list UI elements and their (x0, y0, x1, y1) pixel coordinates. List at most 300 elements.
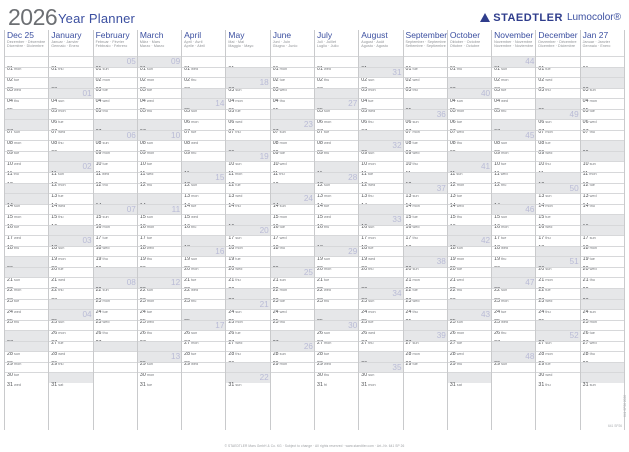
day-cell[interactable] (315, 88, 358, 99)
day-cell[interactable] (271, 140, 314, 157)
day-cell[interactable] (448, 235, 491, 252)
day-cell[interactable] (5, 362, 48, 378)
day-cell[interactable] (49, 351, 92, 368)
day-cell[interactable] (138, 193, 181, 204)
day-cell[interactable] (536, 56, 579, 72)
day-cell[interactable] (182, 372, 225, 383)
day-cell[interactable] (138, 161, 181, 178)
day-cell[interactable] (448, 246, 491, 262)
day-cell[interactable] (404, 140, 447, 157)
day-cell[interactable] (492, 109, 535, 120)
day-cell[interactable] (359, 109, 402, 125)
day-cell[interactable] (359, 309, 402, 326)
day-cell[interactable] (581, 151, 624, 167)
day-cell[interactable] (94, 351, 137, 362)
day-cell[interactable] (49, 341, 92, 357)
day-cell[interactable] (359, 372, 402, 389)
day-cell[interactable] (94, 277, 137, 294)
day-cell[interactable] (5, 140, 48, 157)
day-cell[interactable] (49, 225, 92, 236)
day-cell[interactable] (271, 161, 314, 178)
day-cell[interactable] (49, 130, 92, 146)
day-cell[interactable] (581, 214, 624, 225)
day-cell[interactable] (138, 277, 181, 294)
day-cell[interactable] (492, 277, 535, 294)
day-cell[interactable] (448, 288, 491, 299)
day-cell[interactable] (49, 235, 92, 252)
day-cell[interactable] (581, 309, 624, 326)
day-cell[interactable] (581, 98, 624, 115)
day-cell[interactable] (138, 67, 181, 83)
day-cell[interactable] (138, 267, 181, 278)
day-cell[interactable] (226, 77, 269, 94)
day-cell[interactable] (359, 88, 402, 104)
day-cell[interactable] (226, 351, 269, 362)
day-cell[interactable] (359, 130, 402, 141)
day-cell[interactable] (492, 161, 535, 178)
day-cell[interactable] (581, 109, 624, 125)
day-cell[interactable] (581, 277, 624, 288)
day-cell[interactable] (536, 109, 579, 125)
day-cell[interactable] (94, 172, 137, 189)
day-cell[interactable] (581, 183, 624, 199)
day-cell[interactable] (536, 183, 579, 199)
day-cell[interactable] (226, 161, 269, 178)
day-cell[interactable] (315, 67, 358, 83)
day-cell[interactable] (448, 341, 491, 357)
day-cell[interactable] (448, 214, 491, 225)
day-cell[interactable] (448, 320, 491, 336)
day-cell[interactable] (359, 235, 402, 252)
day-cell[interactable] (94, 161, 137, 178)
day-cell[interactable] (359, 288, 402, 305)
day-cell[interactable] (536, 341, 579, 357)
day-cell[interactable] (271, 183, 314, 194)
day-cell[interactable] (271, 246, 314, 257)
day-cell[interactable] (492, 119, 535, 130)
day-cell[interactable] (94, 256, 137, 267)
day-cell[interactable] (404, 372, 447, 383)
day-cell[interactable] (49, 214, 92, 225)
day-cell[interactable] (404, 235, 447, 246)
day-cell[interactable] (5, 161, 48, 178)
day-cell[interactable] (226, 98, 269, 115)
day-cell[interactable] (492, 320, 535, 336)
day-cell[interactable] (226, 277, 269, 288)
day-cell[interactable] (271, 288, 314, 305)
day-cell[interactable] (138, 151, 181, 167)
day-cell[interactable] (94, 183, 137, 194)
day-cell[interactable] (49, 56, 92, 72)
day-cell[interactable] (492, 98, 535, 115)
day-cell[interactable] (5, 204, 48, 220)
day-cell[interactable] (536, 235, 579, 246)
day-cell[interactable] (448, 151, 491, 162)
day-cell[interactable] (271, 267, 314, 283)
day-cell[interactable] (226, 225, 269, 241)
day-cell[interactable] (49, 183, 92, 199)
day-cell[interactable] (492, 341, 535, 352)
day-cell[interactable] (448, 372, 491, 389)
day-cell[interactable] (536, 309, 579, 320)
day-cell[interactable] (315, 372, 358, 389)
day-cell[interactable] (226, 172, 269, 189)
day-cell[interactable] (138, 372, 181, 389)
day-cell[interactable] (448, 267, 491, 283)
day-cell[interactable] (94, 362, 137, 373)
day-cell[interactable] (94, 140, 137, 157)
day-cell[interactable] (182, 330, 225, 347)
day-cell[interactable] (138, 256, 181, 267)
day-cell[interactable] (5, 183, 48, 194)
day-cell[interactable] (448, 88, 491, 104)
day-cell[interactable] (94, 130, 137, 146)
day-cell[interactable] (536, 362, 579, 378)
day-cell[interactable] (271, 130, 314, 146)
day-cell[interactable] (182, 172, 225, 189)
day-cell[interactable] (182, 77, 225, 88)
day-cell[interactable] (404, 204, 447, 220)
day-cell[interactable] (94, 309, 137, 326)
day-cell[interactable] (49, 98, 92, 115)
day-cell[interactable] (315, 277, 358, 294)
day-cell[interactable] (359, 172, 402, 189)
day-cell[interactable] (271, 172, 314, 183)
day-cell[interactable] (492, 372, 535, 383)
day-cell[interactable] (182, 109, 225, 125)
day-cell[interactable] (492, 183, 535, 194)
day-cell[interactable] (94, 56, 137, 72)
day-cell[interactable] (404, 151, 447, 167)
day-cell[interactable] (138, 246, 181, 262)
day-cell[interactable] (182, 351, 225, 368)
day-cell[interactable] (536, 67, 579, 83)
day-cell[interactable] (49, 67, 92, 78)
day-cell[interactable] (404, 88, 447, 99)
day-cell[interactable] (315, 214, 358, 231)
day-cell[interactable] (182, 88, 225, 99)
day-cell[interactable] (315, 320, 358, 336)
day-cell[interactable] (49, 88, 92, 104)
day-cell[interactable] (536, 351, 579, 368)
day-cell[interactable] (182, 98, 225, 115)
day-cell[interactable] (536, 256, 579, 273)
day-cell[interactable] (138, 235, 181, 252)
day-cell[interactable] (138, 98, 181, 115)
day-cell[interactable] (94, 225, 137, 241)
day-cell[interactable] (581, 140, 624, 151)
day-cell[interactable] (404, 183, 447, 199)
day-cell[interactable] (492, 204, 535, 220)
day-cell[interactable] (315, 204, 358, 220)
day-cell[interactable] (94, 119, 137, 130)
day-cell[interactable] (492, 235, 535, 252)
day-cell[interactable] (182, 246, 225, 262)
day-cell[interactable] (182, 183, 225, 199)
day-cell[interactable] (271, 341, 314, 357)
day-cell[interactable] (536, 119, 579, 136)
day-cell[interactable] (492, 267, 535, 278)
day-cell[interactable] (94, 299, 137, 315)
day-cell[interactable] (49, 288, 92, 299)
day-cell[interactable] (182, 341, 225, 357)
day-cell[interactable] (448, 77, 491, 88)
day-cell[interactable] (448, 172, 491, 189)
day-cell[interactable] (226, 151, 269, 167)
day-cell[interactable] (315, 288, 358, 305)
day-cell[interactable] (359, 341, 402, 352)
day-cell[interactable] (5, 341, 48, 357)
day-cell[interactable] (5, 214, 48, 231)
day-cell[interactable] (359, 277, 402, 288)
day-cell[interactable] (581, 362, 624, 373)
day-cell[interactable] (492, 246, 535, 262)
day-cell[interactable] (581, 119, 624, 136)
day-cell[interactable] (182, 193, 225, 210)
day-cell[interactable] (94, 214, 137, 231)
day-cell[interactable] (94, 341, 137, 352)
day-cell[interactable] (404, 351, 447, 368)
day-cell[interactable] (448, 161, 491, 178)
day-cell[interactable] (138, 288, 181, 305)
day-cell[interactable] (448, 225, 491, 236)
day-cell[interactable] (404, 277, 447, 294)
day-cell[interactable] (492, 330, 535, 341)
day-cell[interactable] (271, 119, 314, 136)
day-cell[interactable] (581, 288, 624, 299)
day-cell[interactable] (271, 351, 314, 368)
day-cell[interactable] (271, 67, 314, 83)
day-cell[interactable] (581, 341, 624, 357)
day-cell[interactable] (5, 256, 48, 267)
day-cell[interactable] (138, 140, 181, 157)
day-cell[interactable] (315, 351, 358, 368)
day-cell[interactable] (271, 214, 314, 231)
day-cell[interactable] (226, 256, 269, 273)
day-cell[interactable] (581, 351, 624, 362)
day-cell[interactable] (581, 246, 624, 262)
day-cell[interactable] (271, 372, 314, 383)
day-cell[interactable] (404, 214, 447, 231)
day-cell[interactable] (49, 277, 92, 294)
day-cell[interactable] (492, 151, 535, 167)
day-cell[interactable] (536, 214, 579, 231)
day-cell[interactable] (448, 299, 491, 310)
day-cell[interactable] (581, 88, 624, 104)
day-cell[interactable] (94, 67, 137, 83)
day-cell[interactable] (359, 256, 402, 273)
day-cell[interactable] (315, 246, 358, 262)
day-cell[interactable] (581, 330, 624, 347)
day-cell[interactable] (315, 362, 358, 378)
day-cell[interactable] (404, 98, 447, 109)
day-cell[interactable] (49, 362, 92, 373)
day-cell[interactable] (226, 67, 269, 78)
day-cell[interactable] (448, 309, 491, 326)
day-cell[interactable] (315, 256, 358, 273)
day-cell[interactable] (536, 225, 579, 241)
day-cell[interactable] (182, 362, 225, 373)
day-cell[interactable] (5, 372, 48, 389)
day-cell[interactable] (94, 330, 137, 341)
day-cell[interactable] (182, 130, 225, 146)
day-cell[interactable] (448, 362, 491, 373)
day-cell[interactable] (5, 277, 48, 294)
day-cell[interactable] (182, 151, 225, 162)
day-cell[interactable] (226, 267, 269, 283)
day-cell[interactable] (271, 277, 314, 294)
day-cell[interactable] (315, 130, 358, 146)
day-cell[interactable] (271, 362, 314, 373)
day-cell[interactable] (271, 256, 314, 267)
day-cell[interactable] (94, 246, 137, 262)
day-cell[interactable] (448, 193, 491, 210)
day-cell[interactable] (581, 56, 624, 67)
day-cell[interactable] (226, 140, 269, 151)
day-cell[interactable] (49, 77, 92, 88)
day-cell[interactable] (492, 225, 535, 241)
day-cell[interactable] (138, 362, 181, 378)
day-cell[interactable] (226, 330, 269, 347)
day-cell[interactable] (404, 77, 447, 94)
day-cell[interactable] (5, 351, 48, 368)
day-cell[interactable] (226, 204, 269, 215)
day-cell[interactable] (138, 77, 181, 94)
day-cell[interactable] (226, 88, 269, 104)
day-cell[interactable] (448, 204, 491, 220)
day-cell[interactable] (138, 183, 181, 194)
day-cell[interactable] (182, 320, 225, 336)
day-cell[interactable] (315, 161, 358, 172)
day-cell[interactable] (49, 299, 92, 310)
day-cell[interactable] (492, 309, 535, 326)
day-cell[interactable] (581, 172, 624, 189)
day-cell[interactable] (138, 351, 181, 368)
day-cell[interactable] (271, 56, 314, 72)
day-cell[interactable] (138, 88, 181, 104)
day-cell[interactable] (182, 56, 225, 72)
day-cell[interactable] (226, 109, 269, 125)
day-cell[interactable] (404, 341, 447, 357)
day-cell[interactable] (49, 161, 92, 178)
day-cell[interactable] (49, 151, 92, 162)
day-cell[interactable] (315, 225, 358, 236)
day-cell[interactable] (404, 225, 447, 241)
day-cell[interactable] (404, 299, 447, 315)
day-cell[interactable] (581, 204, 624, 215)
day-cell[interactable] (94, 372, 137, 383)
day-cell[interactable] (404, 330, 447, 347)
day-cell[interactable] (182, 235, 225, 246)
day-cell[interactable] (536, 130, 579, 146)
day-cell[interactable] (182, 119, 225, 136)
day-cell[interactable] (49, 119, 92, 136)
day-cell[interactable] (492, 56, 535, 72)
day-cell[interactable] (359, 183, 402, 199)
day-cell[interactable] (536, 151, 579, 167)
day-cell[interactable] (404, 130, 447, 146)
day-cell[interactable] (94, 288, 137, 305)
day-cell[interactable] (5, 320, 48, 331)
day-cell[interactable] (315, 299, 358, 310)
day-cell[interactable] (226, 288, 269, 299)
day-cell[interactable] (581, 77, 624, 94)
day-cell[interactable] (359, 225, 402, 241)
day-cell[interactable] (138, 309, 181, 326)
day-cell[interactable] (5, 225, 48, 241)
day-cell[interactable] (182, 277, 225, 294)
day-cell[interactable] (315, 56, 358, 72)
day-cell[interactable] (138, 172, 181, 189)
day-cell[interactable] (5, 193, 48, 210)
day-cell[interactable] (492, 172, 535, 189)
day-cell[interactable] (138, 299, 181, 315)
day-cell[interactable] (536, 267, 579, 283)
day-cell[interactable] (138, 341, 181, 352)
day-cell[interactable] (49, 140, 92, 151)
day-cell[interactable] (226, 214, 269, 225)
day-cell[interactable] (492, 256, 535, 267)
day-cell[interactable] (448, 130, 491, 146)
day-cell[interactable] (138, 225, 181, 241)
day-cell[interactable] (226, 130, 269, 141)
day-cell[interactable] (448, 330, 491, 347)
day-cell[interactable] (5, 109, 48, 120)
day-cell[interactable] (138, 204, 181, 220)
day-cell[interactable] (138, 109, 181, 120)
day-cell[interactable] (315, 267, 358, 283)
day-cell[interactable] (536, 246, 579, 257)
day-cell[interactable] (94, 98, 137, 115)
day-cell[interactable] (536, 299, 579, 315)
day-cell[interactable] (5, 67, 48, 83)
day-cell[interactable] (49, 267, 92, 283)
day-cell[interactable] (448, 351, 491, 368)
day-cell[interactable] (448, 56, 491, 72)
day-cell[interactable] (315, 151, 358, 162)
day-cell[interactable] (315, 183, 358, 199)
day-cell[interactable] (94, 204, 137, 220)
day-cell[interactable] (226, 193, 269, 210)
day-cell[interactable] (182, 214, 225, 231)
day-cell[interactable] (271, 299, 314, 315)
day-cell[interactable] (315, 172, 358, 189)
day-cell[interactable] (49, 204, 92, 220)
day-cell[interactable] (315, 309, 358, 320)
day-cell[interactable] (226, 119, 269, 136)
day-cell[interactable] (49, 372, 92, 389)
day-cell[interactable] (359, 214, 402, 231)
day-cell[interactable] (359, 161, 402, 178)
day-cell[interactable] (94, 77, 137, 94)
day-cell[interactable] (271, 225, 314, 241)
day-cell[interactable] (359, 320, 402, 336)
day-cell[interactable] (182, 225, 225, 236)
day-cell[interactable] (271, 204, 314, 220)
day-cell[interactable] (94, 88, 137, 104)
day-cell[interactable] (536, 77, 579, 94)
day-cell[interactable] (492, 299, 535, 315)
day-cell[interactable] (404, 56, 447, 72)
day-cell[interactable] (315, 235, 358, 246)
day-cell[interactable] (5, 330, 48, 341)
day-cell[interactable] (581, 130, 624, 141)
day-cell[interactable] (404, 309, 447, 320)
day-cell[interactable] (182, 67, 225, 83)
day-cell[interactable] (492, 288, 535, 305)
day-cell[interactable] (581, 256, 624, 273)
day-cell[interactable] (271, 151, 314, 167)
